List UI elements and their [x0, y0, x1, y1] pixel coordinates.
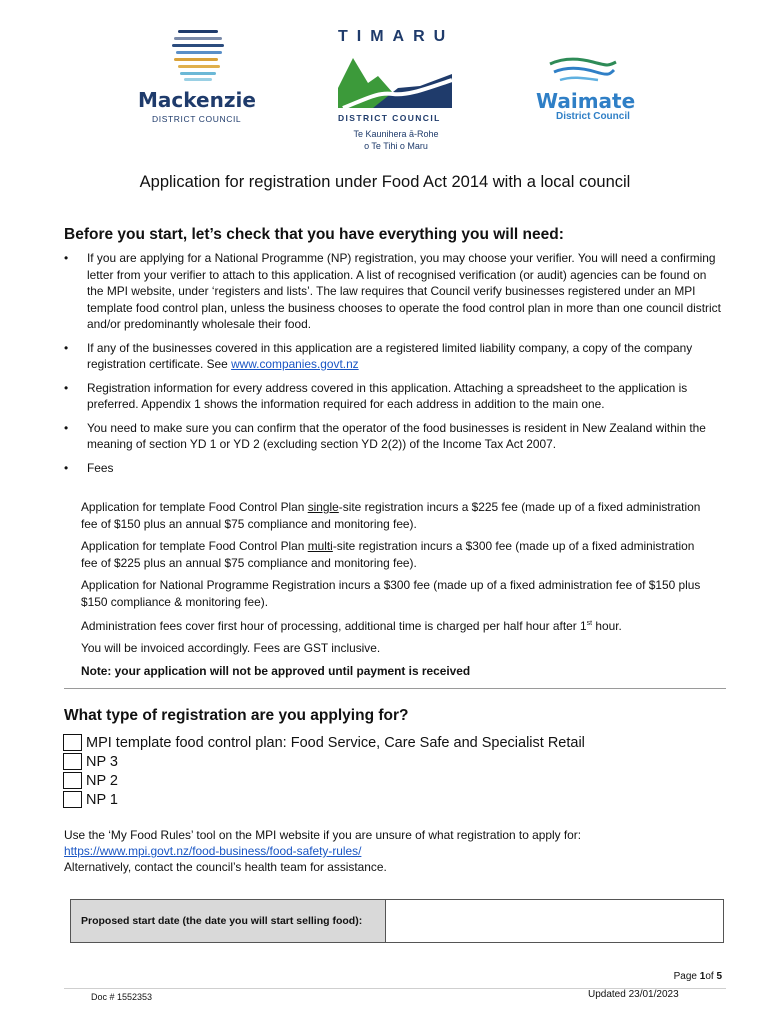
option-mpi-template[interactable]: [63, 733, 585, 752]
mpi-food-rules-link[interactable]: https://www.mpi.govt.nz/food-business/food-safety-rules/: [64, 844, 362, 858]
checkbox[interactable]: [63, 772, 82, 789]
fee-text: hour.: [592, 618, 622, 633]
option-np1[interactable]: [63, 790, 118, 809]
checklist-item: [64, 340, 724, 373]
fee-sup: st: [586, 620, 593, 627]
updated-date: Updated 23/01/2023: [588, 989, 679, 1000]
timaru-maori-1: Te Kaunihera ā-Rohe: [353, 129, 439, 139]
timaru-maori-2: o Te Tihi o Maru: [364, 141, 428, 151]
page-total: 5: [716, 971, 722, 982]
fee-text: -site registration incurs a $225 fee (made up of a fixed administration fee of $150 plus an annual $75 compliance and monitoring fee).: [81, 500, 701, 531]
option-np2[interactable]: [63, 771, 118, 790]
fee-multi-site: [81, 538, 711, 571]
option-np3[interactable]: [63, 752, 118, 771]
option-label: MPI template food control plan: Food Service, Care Safe and Specialist Retail: [86, 734, 585, 751]
checkbox[interactable]: [63, 734, 82, 751]
registration-heading: What type of registration are you applying for?: [64, 707, 409, 724]
timaru-name: TIMARU: [338, 28, 455, 45]
checklist-item: [64, 460, 724, 477]
section-divider: [64, 688, 726, 689]
checklist-text-addresses: Registration information for every address covered in this application. Attaching a spreadsheet to the application is preferred. Appendix 1 shows the information required for each address in addition to the main one.: [87, 380, 688, 411]
mackenzie-stripes-icon: [170, 28, 230, 84]
checklist-text-fees: Fees: [87, 460, 114, 475]
checkbox[interactable]: [63, 753, 82, 770]
page-of: of: [705, 971, 717, 982]
timaru-landscape-icon: [338, 48, 452, 108]
page-current: 1: [699, 971, 706, 982]
option-label: NP 1: [86, 791, 118, 808]
fee-text: Administration fees cover first hour of processing, additional time is charged per half hour after 1: [81, 618, 587, 633]
checklist-text-company: If any of the businesses covered in this application are a registered limited liability company, a copy of the company registration certificate. See: [87, 340, 693, 371]
checklist-item: [64, 380, 724, 413]
contact-council-info: Alternatively, contact the council’s health team for assistance.: [64, 860, 387, 874]
page-title: Application for registration under Food Act 2014 with a local council: [139, 173, 631, 191]
start-date-input[interactable]: [386, 900, 723, 942]
checklist: [64, 250, 724, 476]
option-label: NP 3: [86, 753, 118, 770]
page-prefix: Page: [673, 971, 700, 982]
mackenzie-logo: [170, 28, 230, 84]
checklist-item: [64, 250, 724, 333]
timaru-emblem: [338, 48, 452, 108]
waimate-sub: District Council: [556, 111, 630, 122]
start-date-table: [70, 899, 724, 943]
waimate-emblem: [548, 56, 618, 86]
fee-text: Application for template Food Control Plan: [81, 539, 308, 553]
mackenzie-sub: DISTRICT COUNCIL: [152, 114, 242, 124]
fee-text: Application for template Food Control Plan: [81, 500, 308, 514]
start-date-label: Proposed start date (the date you will start selling food):: [71, 900, 386, 942]
waimate-waves-icon: [548, 56, 618, 86]
fee-note: Note: your application will not be approved until payment is received: [81, 664, 471, 678]
fee-emphasis: single: [307, 500, 339, 514]
my-food-rules-info: Use the ‘My Food Rules’ tool on the MPI website if you are unsure of what registration to apply for:: [64, 828, 582, 842]
checklist-text-np: If you are applying for a National Programme (NP) registration, you may choose your verifier. You will need a confirming letter from your verifier to attach to this application. A list of recognised verification (or audit) agencies can be found on the MPI website, under ‘registers and lists’. The law requires that Council verify businesses registered under an MPI template food control plan, unless the business chooses to operate the food control plan in more than one council district and/or predominantly wholesale their food.: [87, 251, 721, 331]
fee-text: -site registration incurs a $300 fee (made up of a fixed administration fee of $225 plus an annual $75 compliance and monitoring fee).: [81, 539, 695, 570]
fee-invoice: You will be invoiced accordingly. Fees are GST inclusive.: [81, 641, 381, 655]
page-number: [674, 971, 722, 982]
doc-number: Doc # 1552353: [91, 992, 153, 1002]
fee-admin: [81, 616, 711, 634]
checklist-text-residency: You need to make sure you can confirm that the operator of the food businesses is resident in New Zealand within the meaning of section YD 1 or YD 2 (excluding section YD 2(2)) of the Income Tax Act 2007.: [87, 420, 706, 451]
fee-emphasis: multi: [307, 539, 333, 553]
checklist-heading: Before you start, let’s check that you have everything you will need:: [64, 226, 564, 243]
waimate-name: Waimate: [536, 89, 636, 113]
mackenzie-name: Mackenzie: [138, 88, 256, 112]
companies-link[interactable]: www.companies.govt.nz: [231, 357, 359, 371]
timaru-sub: DISTRICT COUNCIL: [338, 113, 441, 123]
fee-single-site: [81, 499, 711, 532]
checkbox[interactable]: [63, 791, 82, 808]
fee-np: Application for National Programme Registration incurs a $300 fee (made up of a fixed administration fee of $150 plus $150 compliance & monitoring fee).: [81, 578, 701, 609]
option-label: NP 2: [86, 772, 118, 789]
checklist-item: [64, 420, 724, 453]
